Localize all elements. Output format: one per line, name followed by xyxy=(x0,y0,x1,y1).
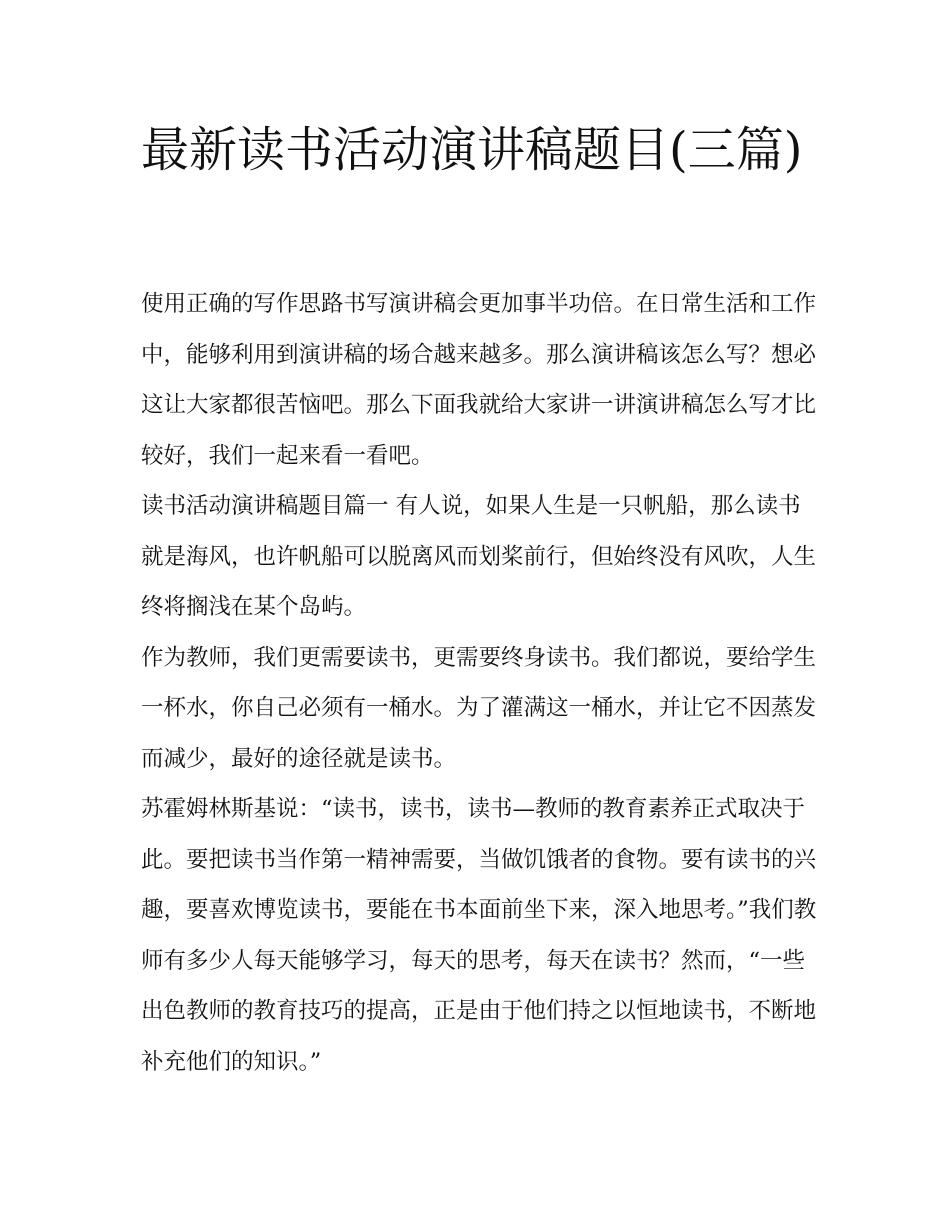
paragraph-sukhomlinsky: 苏霍姆林斯基说：“读书，读书，读书—教师的教育素养正式取决于此。要把读书当作第一精神需要，当做饥饿者的食物。要有读书的兴趣，要喜欢博览读书，要能在书本面前坐下来，深入地思考。”我们教师有多少人每天能够学习，每天的思考，每天在读书？然而，“一些出色教师的教育技巧的提高，正是由于他们持之以恒地读书，不断地补充他们的知识。” xyxy=(141,796,817,1075)
document-body xyxy=(141,279,821,1087)
paragraph-intro: 使用正确的写作思路书写演讲稿会更加事半功倍。在日常生活和工作中，能够利用到演讲稿的场合越来越多。那么演讲稿该怎么写？想必这让大家都很苦恼吧。那么下面我就给大家讲一讲演讲稿怎么写才比较好，我们一起来看一看吧。 xyxy=(141,291,817,469)
document-title: 最新读书活动演讲稿题目(三篇) xyxy=(141,122,803,178)
paragraph-teacher: 作为教师，我们更需要读书，更需要终身读书。我们都说，要给学生一杯水，你自己必须有一桶水。为了灌满这一桶水，并让它不因蒸发而减少，最好的途径就是读书。 xyxy=(141,644,817,772)
paragraph-sailboat: 读书活动演讲稿题目篇一 有人说，如果人生是一只帆船，那么读书就是海风，也许帆船可以脱离风而划桨前行，但始终没有风吹，人生终将搁浅在某个岛屿。 xyxy=(141,493,817,620)
